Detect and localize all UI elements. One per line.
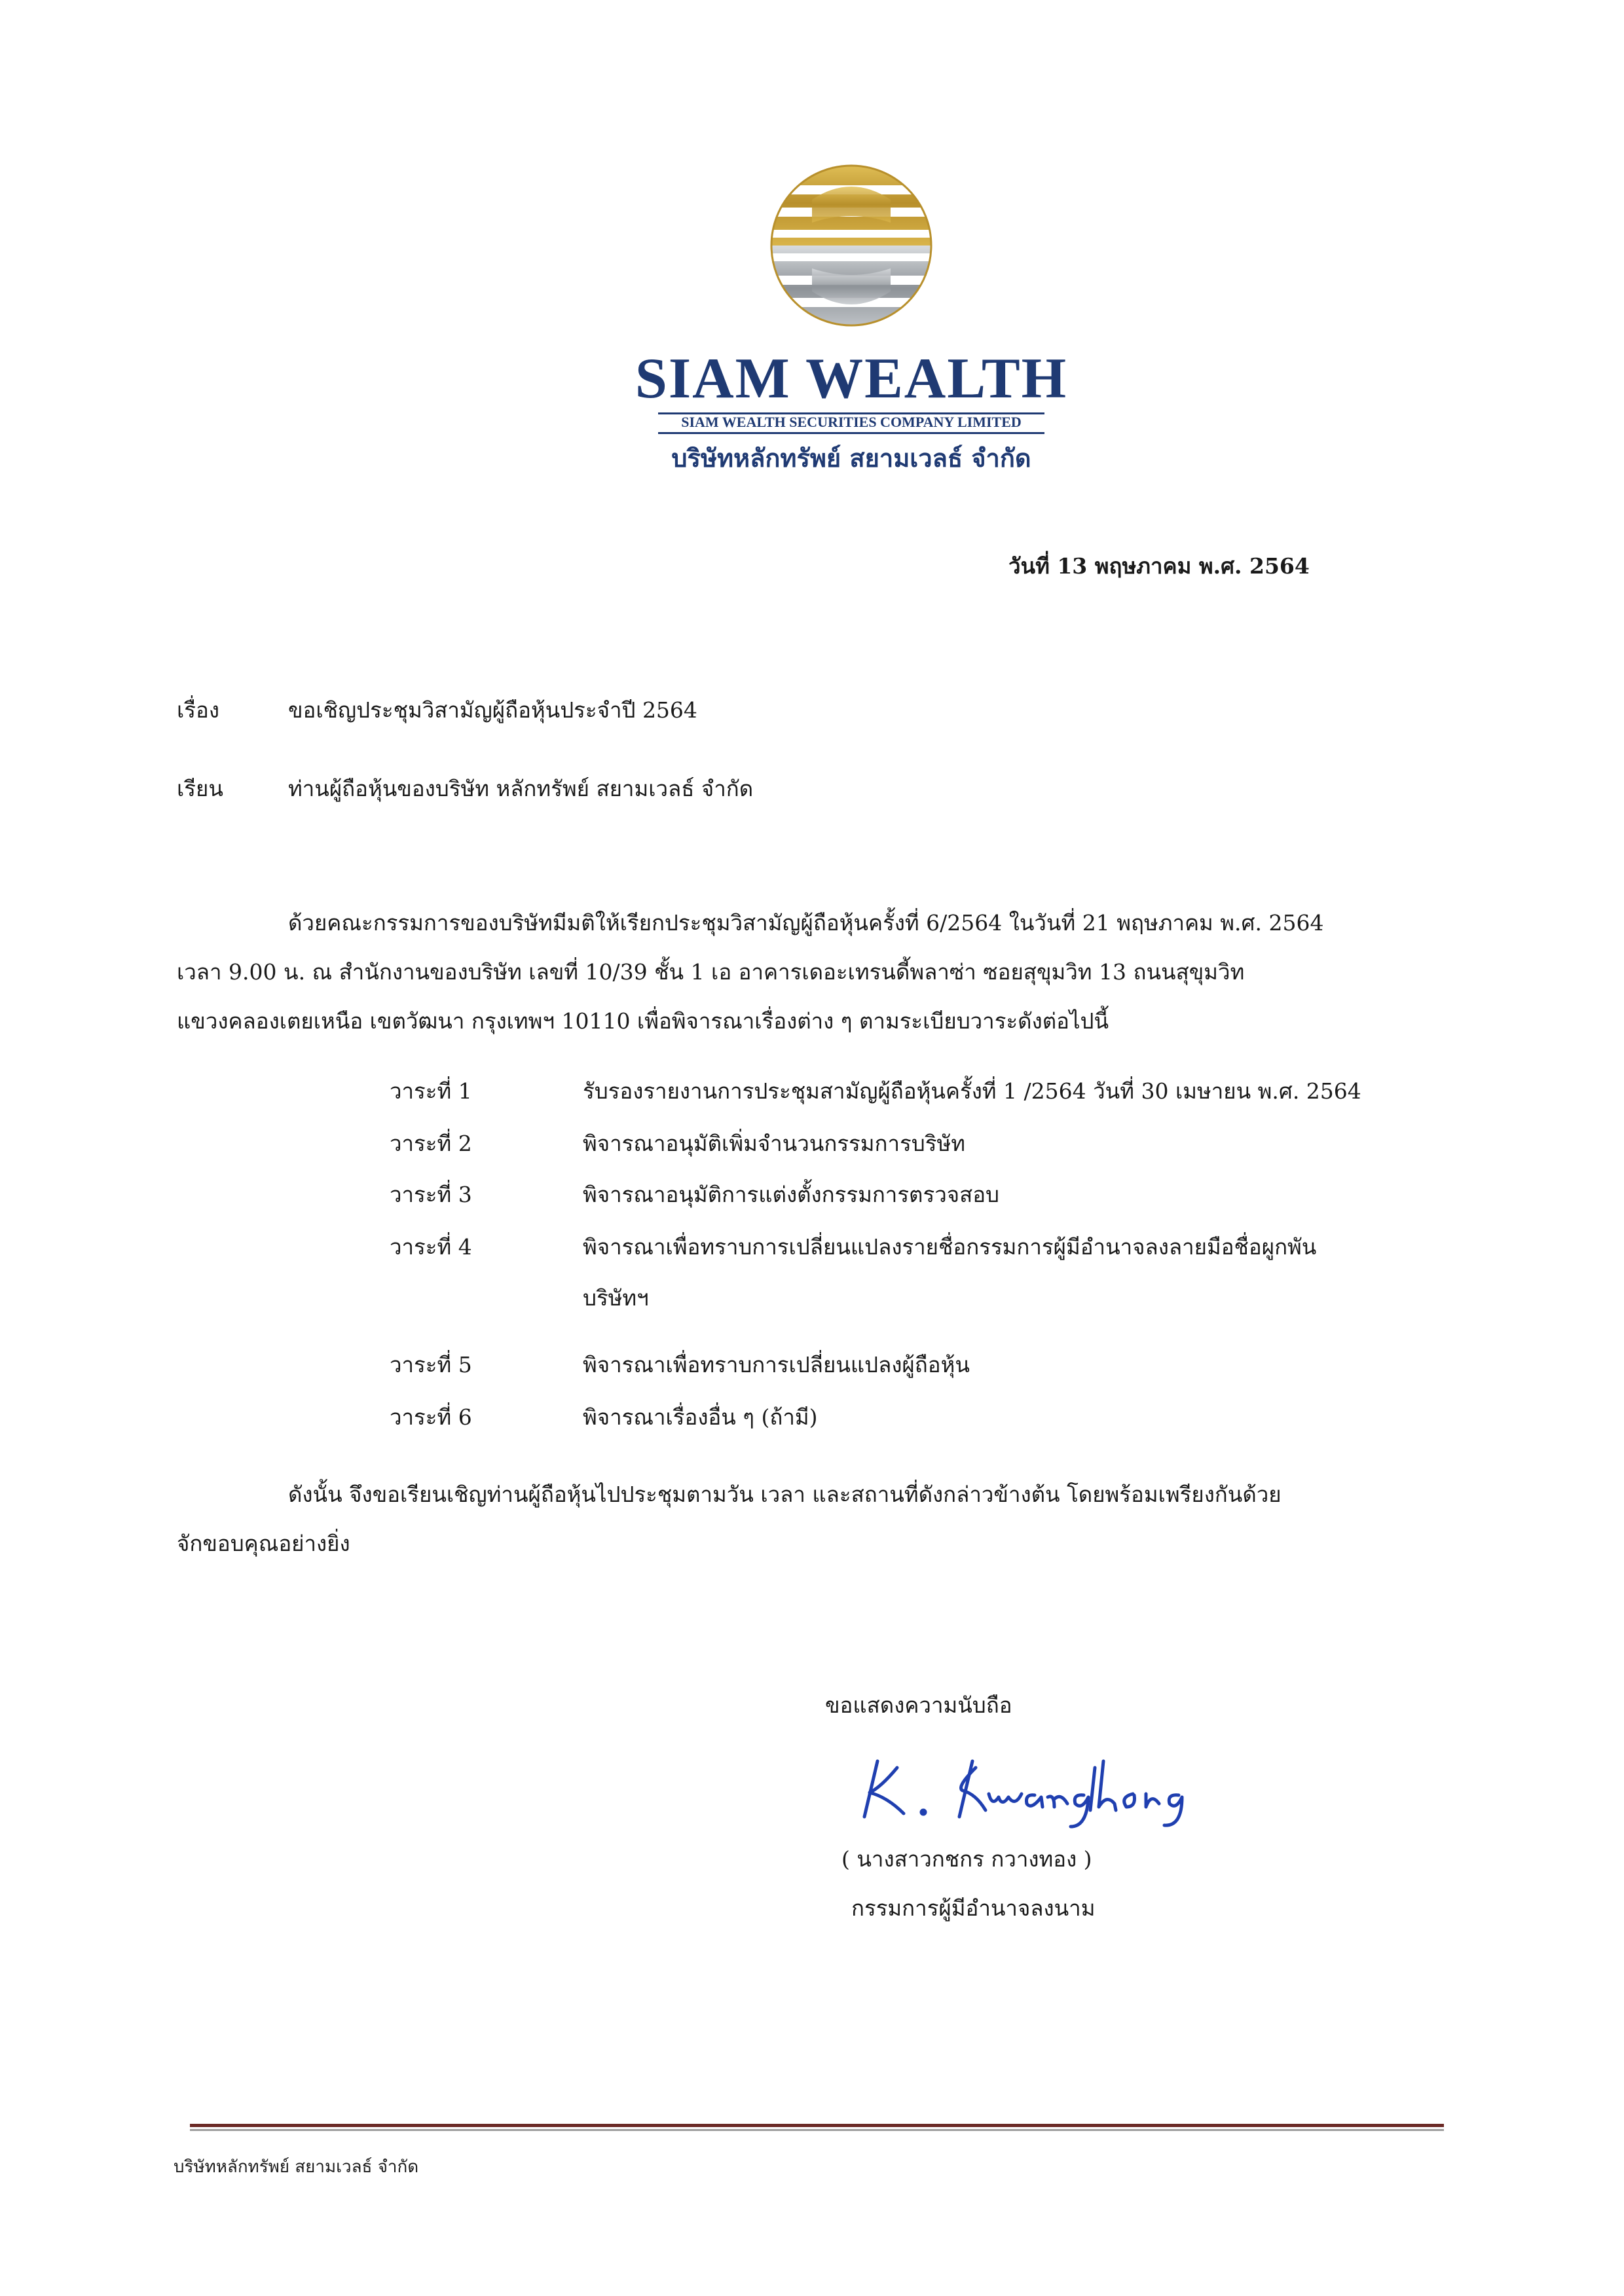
body-line: เวลา 9.00 น. ณ สำนักงานของบริษัท เลขที่ 10/39 ชั้น 1 เอ อาคารเดอะเทรนดี้พลาซ่า ซอยสุขุมวิท 13 ถนนสุขุมวิท bbox=[177, 959, 1245, 985]
brand-divider bbox=[658, 432, 1044, 434]
agenda-number: วาระที่ 1 bbox=[390, 1078, 472, 1104]
subject-label: เรื่อง bbox=[177, 697, 219, 723]
agenda-number: วาระที่ 6 bbox=[390, 1404, 472, 1430]
body-line: แขวงคลองเตยเหนือ เขตวัฒนา กรุงเทพฯ 10110 เพื่อพิจารณาเรื่องต่าง ๆ ตามระเบียบวาระดังต่อไปนี้ bbox=[177, 1008, 1109, 1034]
agenda-text: พิจารณาเรื่องอื่น ๆ (ถ้ามี) bbox=[583, 1404, 818, 1430]
agenda-number: วาระที่ 4 bbox=[390, 1234, 472, 1260]
signatory-title: กรรมการผู้มีอำนาจลงนาม bbox=[851, 1895, 1096, 1921]
regards-text: ขอแสดงความนับถือ bbox=[825, 1692, 1012, 1718]
closing-line: ดังนั้น จึงขอเรียนเชิญท่านผู้ถือหุ้นไปประชุมตามวัน เวลา และสถานที่ดังกล่าวข้างต้น โดยพร้อมเพรียงกันด้วย bbox=[288, 1482, 1282, 1507]
agenda-text-continued: บริษัทฯ bbox=[583, 1285, 649, 1311]
agenda-number: วาระที่ 3 bbox=[390, 1182, 472, 1207]
body-line: ด้วยคณะกรรมการของบริษัทมีมติให้เรียกประชุมวิสามัญผู้ถือหุ้นครั้งที่ 6/2564 ในวันที่ 21 พฤษภาคม พ.ศ. 2564 bbox=[288, 910, 1324, 936]
letter-date: วันที่ 13 พฤษภาคม พ.ศ. 2564 bbox=[1008, 553, 1310, 579]
footer-company-name: บริษัทหลักทรัพย์ สยามเวลธ์ จำกัด bbox=[174, 2157, 419, 2177]
siam-wealth-logo-icon bbox=[766, 160, 936, 331]
brand-subtitle: SIAM WEALTH SECURITIES COMPANY LIMITED bbox=[681, 414, 1022, 430]
closing-paragraph bbox=[177, 1470, 1460, 1568]
agenda-text: พิจารณาเพื่อทราบการเปลี่ยนแปลงรายชื่อกรรมการผู้มีอำนาจลงลายมือชื่อผูกพัน bbox=[583, 1234, 1317, 1260]
signatory-name: ( นางสาวกชกร กวางทอง ) bbox=[841, 1846, 1092, 1872]
agenda-text: พิจารณาอนุมัติเพิ่มจำนวนกรรมการบริษัท bbox=[583, 1131, 965, 1156]
body-paragraph bbox=[177, 898, 1460, 1046]
agenda-number: วาระที่ 2 bbox=[390, 1131, 472, 1156]
agenda-text: รับรองรายงานการประชุมสามัญผู้ถือหุ้นครั้งที่ 1 /2564 วันที่ 30 เมษายน พ.ศ. 2564 bbox=[583, 1078, 1361, 1104]
brand-name: SIAM WEALTH bbox=[635, 347, 1068, 410]
closing-line: จักขอบคุณอย่างยิ่ง bbox=[177, 1531, 350, 1556]
agenda-number: วาระที่ 5 bbox=[390, 1352, 472, 1377]
signature-mark bbox=[851, 1741, 1192, 1833]
agenda-text: พิจารณาอนุมัติการแต่งตั้งกรรมการตรวจสอบ bbox=[583, 1182, 999, 1207]
agenda-text: พิจารณาเพื่อทราบการเปลี่ยนแปลงผู้ถือหุ้น bbox=[583, 1352, 970, 1377]
subject-value: ขอเชิญประชุมวิสามัญผู้ถือหุ้นประจำปี 2564 bbox=[288, 697, 697, 723]
brand-thai-name: บริษัทหลักทรัพย์ สยามเวลธ์ จำกัด bbox=[671, 444, 1031, 473]
recipient-label: เรียน bbox=[177, 776, 223, 801]
footer-divider bbox=[190, 2124, 1444, 2127]
footer-divider bbox=[190, 2129, 1444, 2131]
recipient-value: ท่านผู้ถือหุ้นของบริษัท หลักทรัพย์ สยามเวลธ์ จำกัด bbox=[288, 776, 754, 801]
